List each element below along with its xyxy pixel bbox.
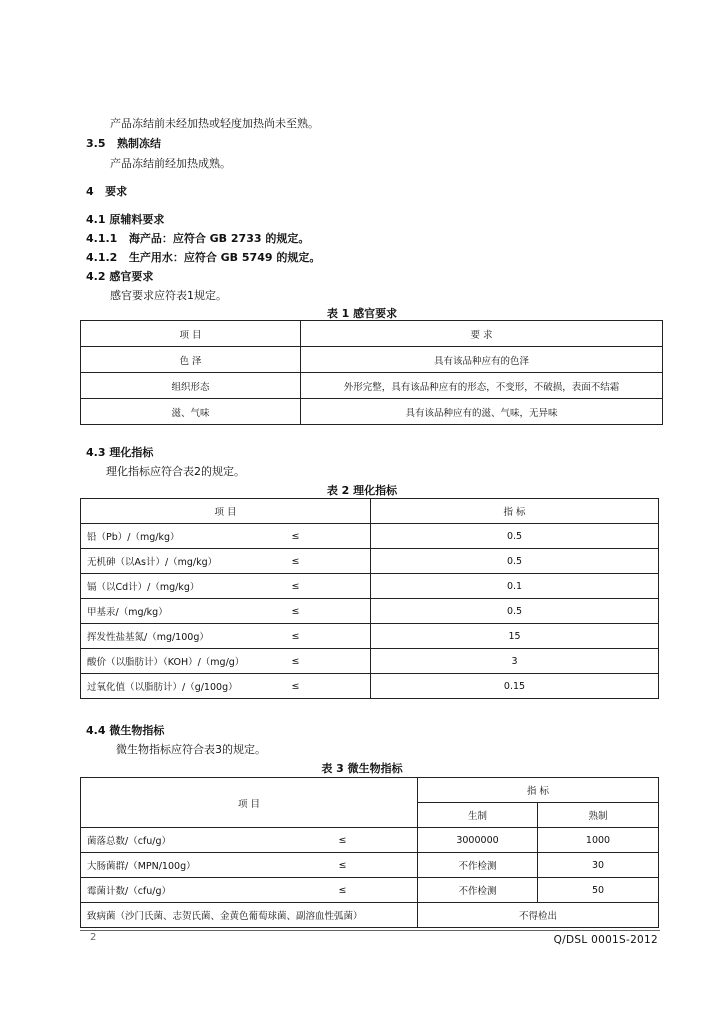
pathogen-value-cell: 不得检出 (418, 903, 659, 928)
table-row (81, 649, 659, 674)
section-3-5-body: 产品冻结前经加热成熟。 (110, 157, 231, 170)
table-row (81, 828, 659, 853)
table3-caption: 表 3 微生物指标 (321, 762, 403, 775)
operator-cell: ≤ (286, 599, 371, 624)
item-cell: 色 泽 (81, 347, 301, 373)
operator-cell: ≤ (333, 878, 418, 903)
table-row (81, 373, 663, 399)
value-cell: 0.5 (371, 599, 659, 624)
page-number: 2 (90, 932, 97, 943)
table-row (81, 347, 663, 373)
section-number: 4.3 (86, 446, 106, 459)
section-number: 3.5 (86, 137, 106, 150)
section-title: 理化指标 (109, 446, 154, 459)
table-row (81, 524, 659, 549)
section-4-1-heading (86, 211, 164, 227)
section-4-1-1 (86, 230, 309, 246)
table-row (81, 903, 659, 928)
operator-cell: ≤ (286, 549, 371, 574)
section-title: 原辅料要求 (109, 213, 165, 226)
operator-cell: ≤ (286, 574, 371, 599)
section-4-3-heading (86, 444, 153, 460)
section-number: 4.1.1 (86, 232, 118, 245)
table-row (81, 549, 659, 574)
footer-divider (80, 930, 660, 931)
requirement-cell: 外形完整，具有该品种应有的形态，不变形，不破损，表面不结霜 (301, 373, 663, 399)
operator-cell: ≤ (286, 649, 371, 674)
section-number: 4.2 (86, 270, 106, 283)
value-cell: 0.5 (371, 549, 659, 574)
item-cell: 组织形态 (81, 373, 301, 399)
table-row (81, 674, 659, 699)
header-cell: 项 目 (81, 499, 371, 524)
table-row (81, 878, 659, 903)
table1-caption: 表 1 感官要求 (326, 307, 398, 320)
operator-cell: ≤ (286, 524, 371, 549)
value-cell: 0.1 (371, 574, 659, 599)
item-cell: 酸价（以脂肪计）（KOH）/（mg/g） (81, 649, 286, 674)
table-header-row (81, 499, 659, 524)
operator-cell: ≤ (286, 624, 371, 649)
section-title: 感官要求 (109, 270, 154, 283)
table-row (81, 599, 659, 624)
item-cell: 镉（以Cd计）/（mg/kg） (81, 574, 286, 599)
table-header-row (81, 778, 659, 803)
operator-cell: ≤ (286, 674, 371, 699)
section-number: 4 (86, 185, 94, 198)
item-cell: 菌落总数/（cfu/g） (81, 828, 333, 853)
table-physicochemical (80, 498, 659, 699)
section-4-4-body: 微生物指标应符合表3的规定。 (116, 743, 266, 756)
header-cell: 要 求 (301, 321, 663, 347)
pathogen-cell: 致病菌（沙门氏菌、志贺氏菌、金黄色葡萄球菌、副溶血性弧菌） (81, 903, 418, 928)
item-cell: 大肠菌群/（MPN/100g） (81, 853, 333, 878)
value-cell: 3 (371, 649, 659, 674)
header-item-cell: 项 目 (81, 778, 418, 828)
item-cell: 滋、气味 (81, 399, 301, 425)
section-text: 海产品：应符合 GB 2733 的规定。 (128, 232, 310, 245)
requirement-cell: 具有该品种应有的色泽 (301, 347, 663, 373)
subheader-cell-raw: 生制 (418, 803, 538, 828)
section-4-3-body: 理化指标应符合表2的规定。 (106, 465, 245, 478)
section-4-4-heading (86, 722, 164, 738)
subheader-cell-cooked: 熟制 (538, 803, 659, 828)
table-row (81, 624, 659, 649)
doc-code: Q/DSL 0001S-2012 (553, 934, 658, 946)
value-cell: 不作检测 (418, 853, 538, 878)
value-cell: 不作检测 (418, 878, 538, 903)
section-title: 微生物指标 (109, 724, 165, 737)
value-cell: 30 (538, 853, 659, 878)
header-cell: 项 目 (81, 321, 301, 347)
value-cell: 3000000 (418, 828, 538, 853)
section-number: 4.4 (86, 724, 106, 737)
item-cell: 甲基汞/（mg/kg） (81, 599, 286, 624)
table-row (81, 853, 659, 878)
section-title: 熟制冻结 (117, 137, 161, 150)
header-index-cell: 指 标 (418, 778, 659, 803)
header-cell: 指 标 (371, 499, 659, 524)
table-row (81, 399, 663, 425)
item-cell: 无机砷（以As计）/（mg/kg） (81, 549, 286, 574)
section-number: 4.1.2 (86, 251, 118, 264)
requirement-cell: 具有该品种应有的滋、气味，无异味 (301, 399, 663, 425)
section-4-heading (86, 183, 127, 199)
section-3-5-heading (86, 135, 161, 151)
item-cell: 过氧化值（以脂肪计）/（g/100g） (81, 674, 286, 699)
table-header-row (81, 321, 663, 347)
operator-cell: ≤ (333, 853, 418, 878)
table-sensory (80, 320, 663, 425)
table2-caption: 表 2 理化指标 (326, 484, 398, 497)
section-text: 生产用水：应符合 GB 5749 的规定。 (128, 251, 321, 264)
item-cell: 霉菌计数/（cfu/g） (81, 878, 333, 903)
value-cell: 50 (538, 878, 659, 903)
table-row (81, 574, 659, 599)
value-cell: 0.15 (371, 674, 659, 699)
intro-line: 产品冻结前未经加热或轻度加热尚未至熟。 (110, 117, 319, 130)
section-4-2-body: 感官要求应符表1规定。 (110, 289, 227, 302)
section-title: 要求 (105, 185, 128, 198)
value-cell: 0.5 (371, 524, 659, 549)
operator-cell: ≤ (333, 828, 418, 853)
value-cell: 15 (371, 624, 659, 649)
item-cell: 挥发性盐基氮/（mg/100g） (81, 624, 286, 649)
item-cell: 铅（Pb）/（mg/kg） (81, 524, 286, 549)
section-4-1-2 (86, 249, 320, 265)
table-microbiological (80, 777, 659, 928)
value-cell: 1000 (538, 828, 659, 853)
section-number: 4.1 (86, 213, 106, 226)
section-4-2-heading (86, 268, 153, 284)
